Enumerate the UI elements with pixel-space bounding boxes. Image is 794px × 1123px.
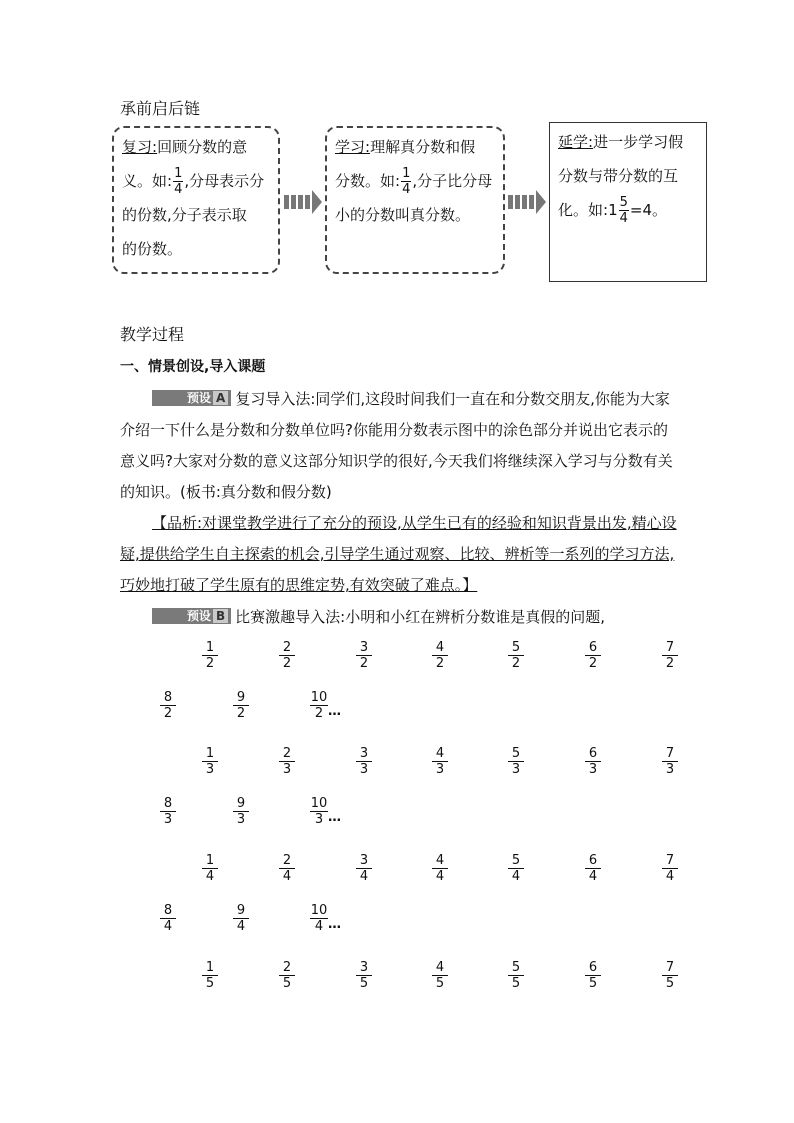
preset-a-tag-letter: A	[213, 391, 228, 405]
learn-colon: :	[365, 138, 371, 156]
extend-text3: 化。如:	[558, 201, 609, 219]
extend-fraction	[619, 195, 629, 226]
review-colon: :	[152, 138, 158, 156]
fraction-item	[202, 960, 218, 991]
extend-text1: 进一步学习假	[593, 133, 684, 151]
fraction-item	[508, 853, 524, 884]
learn-text1: 理解真分数和假	[370, 138, 476, 156]
fraction-denominator: 5	[356, 975, 372, 991]
fraction-numerator: 9	[236, 796, 246, 811]
fraction-numerator: 6	[588, 853, 598, 868]
fraction-numerator: 7	[665, 746, 675, 761]
fraction-item	[508, 640, 524, 671]
fraction-numerator: 10	[310, 903, 328, 918]
preset-b-tag-label: 预设	[187, 609, 212, 623]
fraction-item	[662, 853, 678, 884]
fraction-denominator: 3	[432, 761, 448, 777]
fraction-numerator: 3	[359, 960, 369, 975]
fraction-numerator: 4	[435, 960, 445, 975]
extend-frac-den: 4	[619, 211, 628, 226]
subsection-title: 一、情景创设,导入课题	[120, 359, 266, 375]
fraction-item	[356, 640, 372, 671]
fraction-item	[662, 640, 678, 671]
fraction-numerator: 4	[435, 746, 445, 761]
fraction-denominator: 5	[508, 975, 524, 991]
fraction-denominator: 4	[508, 868, 524, 884]
extend-frac-num: 5	[619, 195, 628, 210]
review-box	[112, 126, 280, 274]
arrow-right-icon	[284, 190, 324, 214]
learn-fraction	[401, 166, 411, 197]
fraction-item	[310, 903, 328, 934]
fraction-numerator: 1	[205, 640, 215, 655]
extend-equals: =	[629, 201, 643, 219]
fraction-item	[585, 853, 601, 884]
fraction-item	[160, 796, 176, 827]
fraction-numerator: 9	[236, 903, 246, 918]
fraction-denominator: 3	[585, 761, 601, 777]
ellipsis: …	[328, 810, 340, 825]
fraction-denominator: 2	[160, 705, 176, 721]
fraction-denominator: 5	[662, 975, 678, 991]
ellipsis: …	[328, 704, 340, 719]
extend-colon: :	[588, 133, 594, 151]
fraction-denominator: 4	[279, 868, 295, 884]
fraction-denominator: 4	[233, 918, 249, 934]
fraction-denominator: 2	[662, 655, 678, 671]
fraction-item	[279, 960, 295, 991]
fraction-numerator: 4	[435, 640, 445, 655]
fraction-denominator: 4	[202, 868, 218, 884]
fraction-item	[508, 960, 524, 991]
fraction-numerator: 5	[511, 853, 521, 868]
fraction-numerator: 2	[282, 960, 292, 975]
fraction-numerator: 10	[310, 796, 328, 811]
preset-a-text: 复习导入法:同学们,这段时间我们一直在和分数交朋友,你能为大家介绍一下什么是分数和分数单位吗?你能用分数表示图中的涂色部分并说出它表示的意义吗?大家对分数的意义这部分知识学的很好,今天我们将继续深入学习与分数有关的知识。(板书:真分数和假分数)	[120, 390, 673, 501]
review-key: 复习	[122, 138, 153, 156]
review-text5: 的份数。	[122, 240, 183, 258]
fraction-numerator: 1	[205, 853, 215, 868]
fraction-item	[585, 746, 601, 777]
preset-a-tag	[152, 390, 231, 406]
fraction-denominator: 2	[279, 655, 295, 671]
fraction-denominator: 3	[279, 761, 295, 777]
fraction-item	[202, 746, 218, 777]
fraction-item	[508, 746, 524, 777]
fraction-numerator: 7	[665, 640, 675, 655]
review-fraction	[173, 166, 183, 197]
chain-header: 承前启后链	[120, 99, 201, 118]
fraction-item	[310, 796, 328, 827]
extend-text5: 。	[652, 201, 668, 219]
fraction-denominator: 4	[662, 868, 678, 884]
fraction-numerator: 3	[359, 853, 369, 868]
fraction-item	[160, 903, 176, 934]
fraction-numerator: 8	[163, 903, 173, 918]
learn-text2: 分数。如:	[335, 172, 401, 190]
fraction-denominator: 3	[202, 761, 218, 777]
fraction-denominator: 3	[662, 761, 678, 777]
extend-result: 4	[642, 201, 653, 219]
fraction-item	[432, 960, 448, 991]
learn-box	[325, 126, 505, 274]
learn-frac-den: 4	[402, 182, 411, 197]
fraction-item	[432, 853, 448, 884]
extend-box	[549, 122, 707, 282]
extend-mixed-whole: 1	[608, 201, 618, 219]
preset-b-text: 比赛激趣导入法:小明和小红在辨析分数谁是真假的问题,	[235, 608, 605, 626]
learn-frac-num: 1	[402, 166, 411, 181]
fraction-numerator: 4	[435, 853, 445, 868]
fraction-numerator: 10	[310, 690, 328, 705]
review-frac-den: 4	[174, 182, 183, 197]
preset-a-tag-label: 预设	[187, 391, 212, 405]
fraction-numerator: 6	[588, 960, 598, 975]
fraction-item	[356, 960, 372, 991]
fraction-denominator: 4	[160, 918, 176, 934]
fraction-denominator: 2	[233, 705, 249, 721]
fraction-item	[279, 640, 295, 671]
fraction-numerator: 8	[163, 690, 173, 705]
fraction-numerator: 1	[205, 746, 215, 761]
fraction-item	[662, 746, 678, 777]
extend-text2: 分数与带分数的互	[558, 167, 679, 185]
fraction-numerator: 9	[236, 690, 246, 705]
fraction-numerator: 7	[665, 960, 675, 975]
fraction-numerator: 8	[163, 796, 173, 811]
review-text4: 的份数,分子表示取	[122, 206, 247, 224]
fraction-denominator: 4	[432, 868, 448, 884]
arrow-right-icon	[508, 190, 548, 214]
fraction-item	[233, 690, 249, 721]
fraction-denominator: 2	[585, 655, 601, 671]
review-frac-num: 1	[174, 166, 183, 181]
fraction-numerator: 2	[282, 640, 292, 655]
analysis-paragraph: 【品析:对课堂教学进行了充分的预设,从学生已有的经验和知识背景出发,精心设疑,提供给学生自主探索的机会,引导学生通过观察、比较、辨析等一系列的学习方法,巧妙地打破了学生原有的思维定势,有效突破了难点。】	[120, 514, 677, 594]
fraction-numerator: 3	[359, 640, 369, 655]
fraction-item	[356, 746, 372, 777]
fraction-numerator: 3	[359, 746, 369, 761]
fraction-denominator: 4	[356, 868, 372, 884]
fraction-numerator: 2	[282, 853, 292, 868]
fraction-numerator: 5	[511, 640, 521, 655]
fraction-denominator: 4	[585, 868, 601, 884]
fraction-denominator: 5	[202, 975, 218, 991]
fraction-denominator: 5	[585, 975, 601, 991]
fraction-item	[279, 853, 295, 884]
fraction-item	[432, 746, 448, 777]
preset-b-paragraph	[120, 602, 680, 633]
fraction-denominator: 3	[160, 811, 176, 827]
fraction-denominator: 5	[432, 975, 448, 991]
learn-text3: ,分子比分母	[412, 172, 493, 190]
fraction-denominator: 3	[356, 761, 372, 777]
fraction-denominator: 5	[279, 975, 295, 991]
learn-key: 学习	[335, 138, 366, 156]
fraction-item	[585, 640, 601, 671]
fraction-item	[160, 690, 176, 721]
fraction-denominator: 3	[310, 811, 328, 827]
fraction-denominator: 3	[233, 811, 249, 827]
fraction-denominator: 3	[508, 761, 524, 777]
fraction-numerator: 6	[588, 746, 598, 761]
review-text1: 回顾分数的意	[157, 138, 248, 156]
fraction-denominator: 2	[202, 655, 218, 671]
fraction-item	[356, 853, 372, 884]
fraction-numerator: 1	[205, 960, 215, 975]
fraction-item	[202, 853, 218, 884]
fraction-denominator: 2	[356, 655, 372, 671]
fraction-numerator: 7	[665, 853, 675, 868]
learn-text4: 小的分数叫真分数。	[335, 206, 471, 224]
fraction-denominator: 2	[310, 705, 328, 721]
preset-a-paragraph	[120, 384, 680, 508]
extend-key: 延学	[558, 133, 589, 151]
fraction-item	[662, 960, 678, 991]
fraction-item	[310, 690, 328, 721]
ellipsis: …	[328, 917, 340, 932]
fraction-item	[585, 960, 601, 991]
fraction-numerator: 5	[511, 960, 521, 975]
preset-b-tag-letter: B	[213, 609, 228, 623]
fraction-item	[279, 746, 295, 777]
fraction-numerator: 2	[282, 746, 292, 761]
fraction-denominator: 4	[310, 918, 328, 934]
fraction-item	[202, 640, 218, 671]
fraction-item	[233, 796, 249, 827]
fraction-denominator: 2	[432, 655, 448, 671]
fraction-numerator: 5	[511, 746, 521, 761]
fraction-item	[233, 903, 249, 934]
fraction-numerator: 6	[588, 640, 598, 655]
section-title: 教学过程	[120, 325, 185, 344]
fraction-item	[432, 640, 448, 671]
preset-b-tag	[152, 608, 231, 624]
review-text3: ,分母表示分	[184, 172, 265, 190]
review-text2: 义。如:	[122, 172, 173, 190]
fraction-denominator: 2	[508, 655, 524, 671]
